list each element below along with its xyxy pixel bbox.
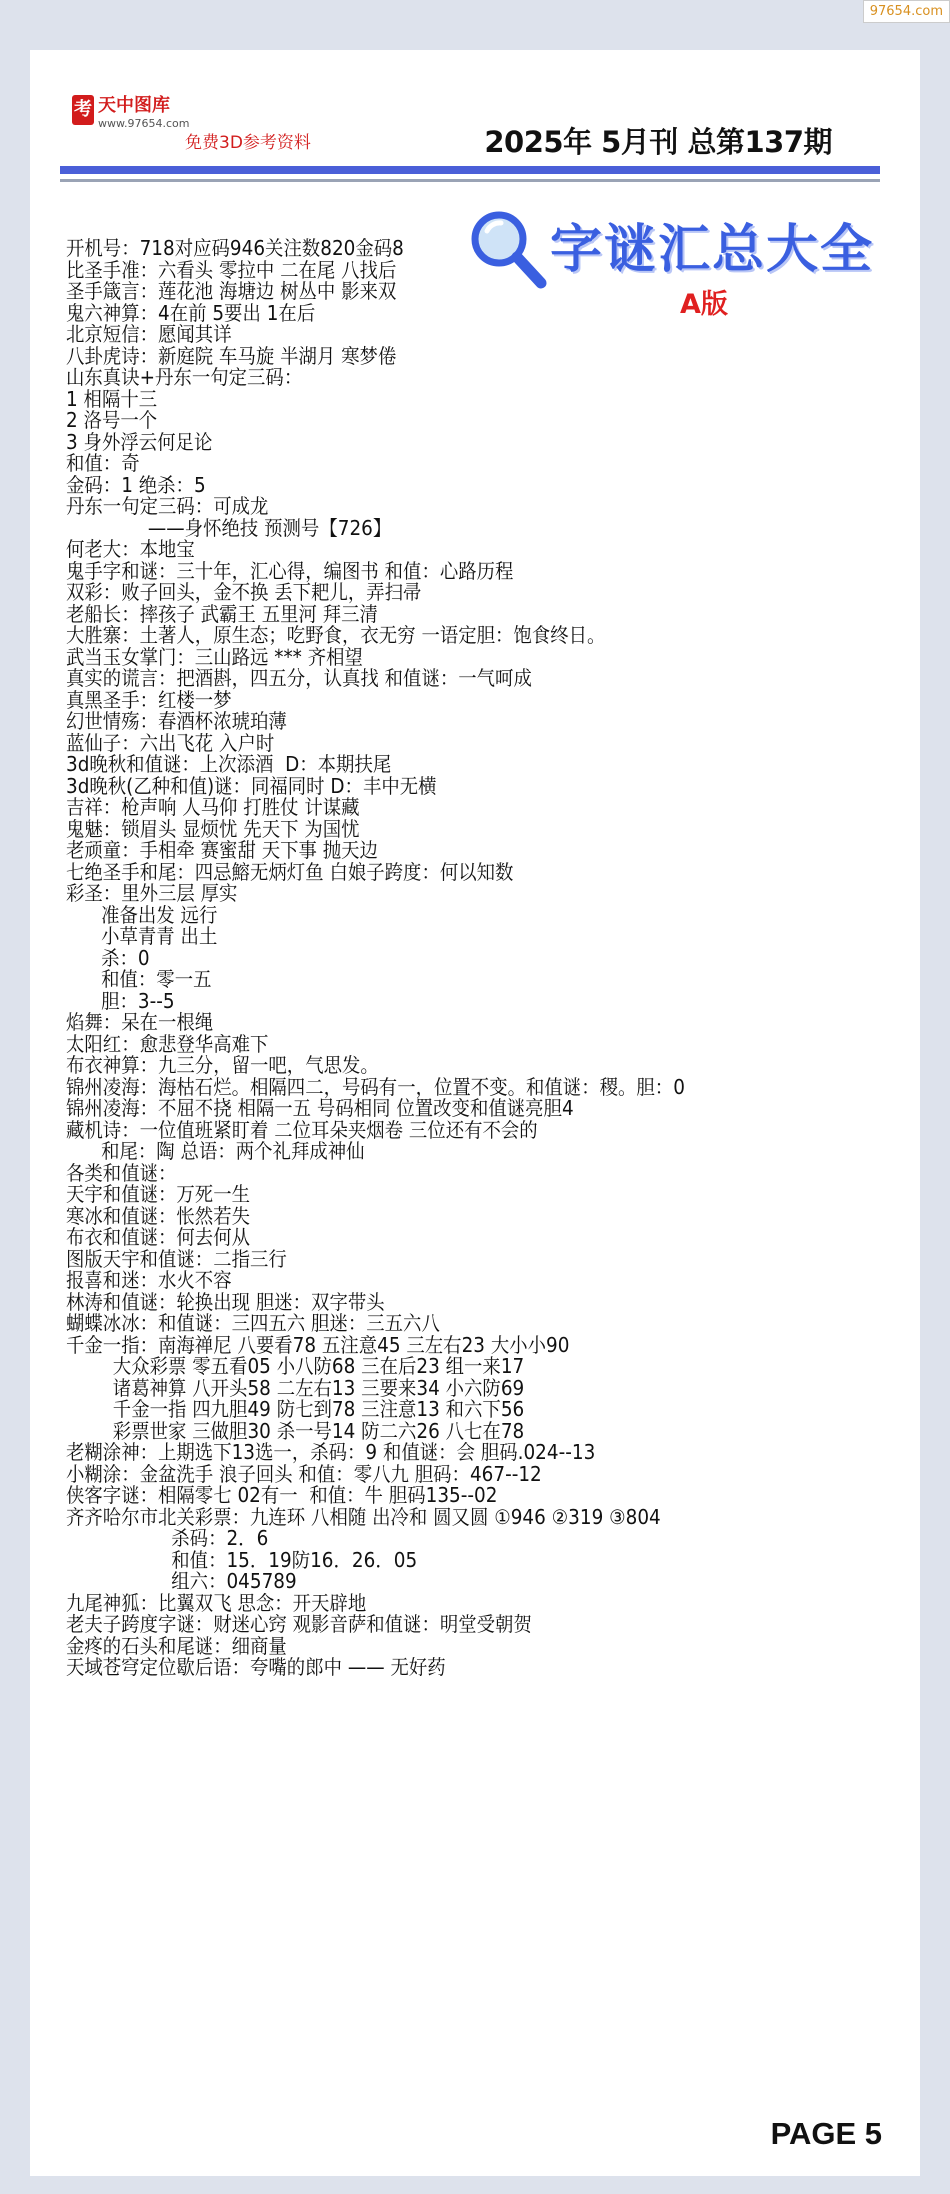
puzzle-line: 胆：3--5	[66, 988, 175, 1013]
puzzle-line: 九尾神狐：比翼双飞 思念：开天辟地	[66, 1590, 367, 1615]
puzzle-line: 武当玉女掌门：三山路远 *** 齐相望	[66, 644, 363, 669]
logo-name: 天中图库	[98, 95, 170, 116]
puzzle-line: 太阳红：愈悲登华高难下	[66, 1031, 269, 1056]
puzzle-line: 焰舞：呆在一根绳	[66, 1010, 214, 1034]
puzzle-line: 3d晚秋和值谜：上次添酒 D：本期扶尾	[66, 752, 392, 776]
puzzle-line: 大众彩票 零五看05 小八防68 三在后23 组一来17	[66, 1354, 525, 1378]
puzzle-line: 小糊涂：金盆洗手 浪子回头 和值：零八九 胆码：467--12	[66, 1461, 542, 1486]
puzzle-line: 蓝仙子：六出飞花 入户时	[66, 730, 275, 755]
puzzle-line: 老顽童：手相牵 赛蜜甜 天下事 抛天边	[66, 838, 378, 862]
puzzle-line: 鬼魅：锁眉头 显烦忧 先天下 为国忧	[66, 816, 360, 841]
puzzle-line: 图版天宇和值谜：二指三行	[66, 1246, 287, 1271]
puzzle-line: 和值：奇	[66, 451, 140, 475]
puzzle-line: 锦州凌海：不屈不挠 相隔一五 号码相同 位置改变和值谜亮胆4	[66, 1096, 574, 1120]
puzzle-line: 诸葛神算 八开头58 二左右13 三要来34 小六防69	[66, 1375, 525, 1400]
puzzle-line: ——身怀绝技 预测号【726】	[66, 515, 392, 540]
puzzle-line: 报喜和迷：水火不容	[66, 1268, 232, 1292]
puzzle-line: 3 身外浮云何足论	[66, 429, 213, 454]
puzzle-line: 和值：零一五	[66, 967, 212, 991]
puzzle-line: 老糊涂神：上期选下13选一，杀码：9 和值谜：会 胆码.024--13	[66, 1440, 596, 1464]
puzzle-line: 八卦虎诗：新庭院 车马旋 半湖月 寒梦倦	[66, 343, 397, 368]
puzzle-line: 3d晚秋(乙种和值)谜：同福同时 D：丰中无横	[66, 773, 437, 798]
puzzle-line: 天宇和值谜：万死一生	[66, 1182, 250, 1206]
page-title: 字谜汇总大全	[550, 220, 875, 280]
issue-label: 2025年 5月刊 总第137期	[484, 125, 832, 159]
brand-logo	[72, 95, 189, 131]
puzzle-line: 山东真诀+丹东一句定三码：	[66, 365, 303, 389]
logo-emblem-icon: 考	[72, 95, 94, 125]
puzzle-line: 北京短信：愿闻其详	[66, 322, 232, 346]
document-page	[30, 50, 920, 2176]
puzzle-line: 藏机诗：一位值班紧盯着 二位耳朵夹烟卷 三位还有不会的	[66, 1117, 538, 1142]
puzzle-line: 和尾：陶 总语：两个礼拜成神仙	[66, 1139, 365, 1163]
puzzle-line: 1 相隔十三	[66, 386, 158, 411]
logo-url: www.97654.com	[98, 117, 190, 130]
puzzle-line: 何老大：本地宝	[66, 537, 195, 561]
puzzle-line: 彩票世家 三做胆30 杀一号14 防二六26 八七在78	[66, 1418, 525, 1443]
puzzle-line: 老夫子跨度字谜：财迷心窍 观影音萨和值谜：明堂受朝贺	[66, 1612, 532, 1636]
puzzle-line: 林涛和值谜：轮换出现 胆迷：双字带头	[66, 1289, 385, 1314]
puzzle-line: 杀码：2．6	[66, 1526, 269, 1550]
puzzle-line: 金码：1 绝杀：5	[66, 472, 206, 497]
puzzle-line: 吉祥：枪声响 人马仰 打胜仗 计谋藏	[66, 795, 360, 819]
puzzle-line: 圣手箴言：莲花池 海塘边 树丛中 影来双	[66, 279, 397, 303]
puzzle-line: 锦州凌海：海枯石烂。相隔四二，号码有一，位置不变。和值谜：稷。胆：0	[66, 1074, 685, 1099]
puzzle-line: 老船长：摔孩子 武霸王 五里河 拜三清	[66, 601, 378, 626]
puzzle-line: 小草青青 出土	[66, 924, 218, 948]
puzzle-line: 彩圣：里外三层 厚实	[66, 881, 238, 905]
puzzle-line: 千金一指：南海禅尼 八要看78 五注意45 三左右23 大小小90	[66, 1332, 570, 1357]
puzzle-line: 布衣神算：九三分，留一吧，气思发。	[66, 1053, 379, 1077]
page-subtitle: A版	[680, 289, 728, 320]
puzzle-line: 寒冰和值谜：怅然若失	[66, 1203, 250, 1228]
page-number: PAGE 5	[770, 2116, 882, 2151]
header-rule	[60, 166, 880, 174]
puzzle-line: 组六：045789	[66, 1569, 297, 1593]
puzzle-line: 金疼的石头和尾谜：细商量	[66, 1633, 287, 1658]
puzzle-list	[66, 238, 890, 1679]
puzzle-line: 准备出发 远行	[66, 902, 218, 927]
puzzle-line: 七绝圣手和尾：四忌鰫无炳灯鱼 白娘子跨度：何以知数	[66, 859, 514, 884]
puzzle-line: 大胜寨：土著人，原生态；吃野食，衣无穷 一语定胆：饱食终日。	[66, 623, 606, 647]
puzzle-line: 千金一指 四九胆49 防七到78 三注意13 和六下56	[66, 1397, 525, 1421]
puzzle-line: 齐齐哈尔市北关彩票：九连环 八相随 出冷和 圆又圆 ①946 ②319 ③804	[66, 1504, 661, 1529]
puzzle-line: 鬼手字和谜：三十年，汇心得，编图书 和值：心路历程	[66, 558, 514, 583]
puzzle-line: 天域苍穹定位歇后语：夸嘴的郎中 —— 无好药	[66, 1655, 446, 1679]
puzzle-line: 布衣和值谜：何去何从	[66, 1225, 250, 1249]
puzzle-line: 侠客字谜：相隔零七 02有一 和值：牛 胆码135--02	[66, 1483, 498, 1507]
puzzle-line: 比圣手准：六看头 零拉中 二在尾 八找后	[66, 257, 397, 282]
site-watermark: 97654.com	[863, 0, 950, 23]
puzzle-line: 真黑圣手：红楼一梦	[66, 687, 232, 712]
puzzle-line: 和值：15．19防16．26．05	[66, 1547, 418, 1572]
puzzle-line: 鬼六神算：4在前 5要出 1在后	[66, 300, 316, 325]
puzzle-line: 双彩：败子回头，金不换 丢下耙儿，弄扫帚	[66, 580, 422, 604]
puzzle-line: 开机号：718对应码946关注数820金码8	[66, 236, 404, 260]
puzzle-line: 真实的谎言：把酒斟，四五分，认真找 和值谜：一气呵成	[66, 666, 532, 690]
puzzle-line: 各类和值谜：	[66, 1160, 177, 1185]
puzzle-line: 蝴蝶冰冰：和值谜：三四五六 胆迷：三五六八	[66, 1311, 440, 1335]
puzzle-line: 杀：0	[66, 945, 150, 970]
puzzle-line: 2 洛号一个	[66, 408, 158, 432]
header-rule-thin	[60, 179, 880, 182]
slogan: 免费3D参考资料	[185, 133, 311, 153]
puzzle-line: 丹东一句定三码：可成龙	[66, 494, 269, 518]
puzzle-line: 幻世情殇：春酒杯浓琥珀薄	[66, 709, 287, 733]
